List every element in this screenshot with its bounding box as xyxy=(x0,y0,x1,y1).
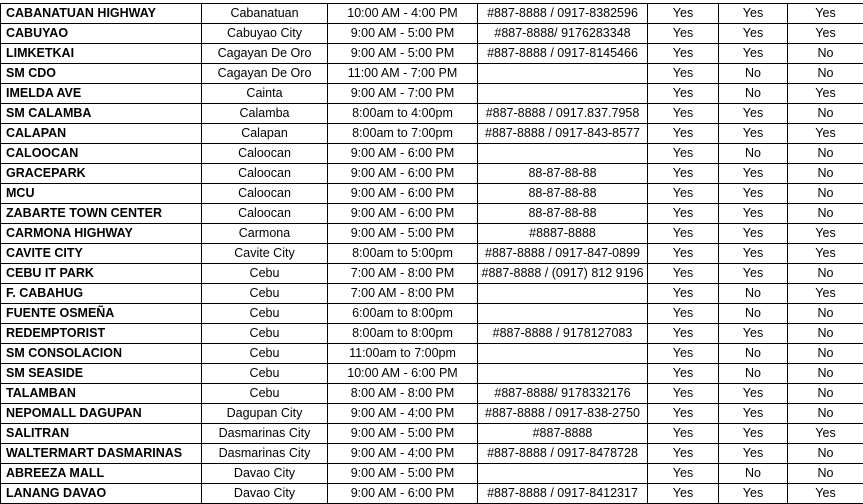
flag-cell-3[interactable]: Yes xyxy=(788,244,863,264)
branch-name-cell[interactable]: CABUYAO xyxy=(1,24,202,44)
contact-cell[interactable]: #887-8888 / 0917-838-2750 xyxy=(478,404,648,424)
city-cell[interactable]: Cebu xyxy=(202,264,328,284)
flag-cell-1[interactable]: Yes xyxy=(648,464,719,484)
flag-cell-1[interactable]: Yes xyxy=(648,424,719,444)
flag-cell-3[interactable]: No xyxy=(788,324,863,344)
hours-cell[interactable]: 8:00am to 7:00pm xyxy=(328,124,478,144)
table-row xyxy=(1,484,863,504)
flag-cell-2[interactable]: Yes xyxy=(719,4,788,24)
city-cell[interactable]: Caloocan xyxy=(202,164,328,184)
flag-cell-1[interactable]: Yes xyxy=(648,84,719,104)
hours-cell[interactable]: 6:00am to 8:00pm xyxy=(328,304,478,324)
branch-name-cell[interactable]: CEBU IT PARK xyxy=(1,264,202,284)
branch-name-cell[interactable]: CABANATUAN HIGHWAY xyxy=(1,4,202,24)
hours-cell[interactable]: 9:00 AM - 5:00 PM xyxy=(328,424,478,444)
flag-cell-3[interactable]: Yes xyxy=(788,284,863,304)
flag-cell-2[interactable]: Yes xyxy=(719,24,788,44)
city-cell[interactable]: Caloocan xyxy=(202,144,328,164)
flag-cell-1[interactable]: Yes xyxy=(648,224,719,244)
table-row xyxy=(1,264,863,284)
flag-cell-1[interactable]: Yes xyxy=(648,104,719,124)
contact-cell[interactable] xyxy=(478,344,648,364)
hours-cell[interactable]: 9:00 AM - 5:00 PM xyxy=(328,464,478,484)
hours-cell[interactable]: 7:00 AM - 8:00 PM xyxy=(328,284,478,304)
flag-cell-1[interactable]: Yes xyxy=(648,304,719,324)
branch-name-cell[interactable]: LIMKETKAI xyxy=(1,44,202,64)
city-cell[interactable]: Dasmarinas City xyxy=(202,444,328,464)
contact-cell[interactable]: #887-8888 / 0917-847-0899 xyxy=(478,244,648,264)
branch-name-cell[interactable]: GRACEPARK xyxy=(1,164,202,184)
contact-cell[interactable]: #887-8888 / 0917-8145466 xyxy=(478,44,648,64)
table-body xyxy=(1,4,863,504)
contact-cell[interactable] xyxy=(478,464,648,484)
branch-name-cell[interactable]: ZABARTE TOWN CENTER xyxy=(1,204,202,224)
city-cell[interactable]: Cainta xyxy=(202,84,328,104)
branch-name-cell[interactable]: SM CALAMBA xyxy=(1,104,202,124)
hours-cell[interactable]: 9:00 AM - 4:00 PM xyxy=(328,404,478,424)
table-row xyxy=(1,424,863,444)
flag-cell-3[interactable]: No xyxy=(788,204,863,224)
contact-cell[interactable]: 88-87-88-88 xyxy=(478,204,648,224)
branch-name-cell[interactable]: CAVITE CITY xyxy=(1,244,202,264)
hours-cell[interactable]: 9:00 AM - 4:00 PM xyxy=(328,444,478,464)
branch-name-cell[interactable]: CALOOCAN xyxy=(1,144,202,164)
city-cell[interactable]: Davao City xyxy=(202,484,328,504)
city-cell[interactable]: Davao City xyxy=(202,464,328,484)
contact-cell[interactable]: #8887-8888 xyxy=(478,224,648,244)
table-row xyxy=(1,324,863,344)
city-cell[interactable]: Cebu xyxy=(202,364,328,384)
table-row xyxy=(1,164,863,184)
flag-cell-1[interactable]: Yes xyxy=(648,164,719,184)
table-row xyxy=(1,244,863,264)
flag-cell-3[interactable]: Yes xyxy=(788,224,863,244)
branch-name-cell[interactable]: F. CABAHUG xyxy=(1,284,202,304)
flag-cell-2[interactable]: Yes xyxy=(719,44,788,64)
hours-cell[interactable]: 9:00 AM - 6:00 PM xyxy=(328,164,478,184)
hours-cell[interactable]: 9:00 AM - 5:00 PM xyxy=(328,44,478,64)
flag-cell-2[interactable]: No xyxy=(719,144,788,164)
table-row xyxy=(1,144,863,164)
city-cell[interactable]: Caloocan xyxy=(202,204,328,224)
hours-cell[interactable]: 7:00 AM - 8:00 PM xyxy=(328,264,478,284)
contact-cell[interactable]: #887-8888/ 9176283348 xyxy=(478,24,648,44)
flag-cell-3[interactable]: No xyxy=(788,404,863,424)
flag-cell-2[interactable]: Yes xyxy=(719,264,788,284)
contact-cell[interactable] xyxy=(478,144,648,164)
flag-cell-2[interactable]: No xyxy=(719,284,788,304)
branch-name-cell[interactable]: REDEMPTORIST xyxy=(1,324,202,344)
hours-cell[interactable]: 8:00 AM - 8:00 PM xyxy=(328,384,478,404)
city-cell[interactable]: Caloocan xyxy=(202,184,328,204)
hours-cell[interactable]: 10:00 AM - 4:00 PM xyxy=(328,4,478,24)
flag-cell-3[interactable]: Yes xyxy=(788,484,863,504)
hours-cell[interactable]: 9:00 AM - 6:00 PM xyxy=(328,204,478,224)
contact-cell[interactable] xyxy=(478,84,648,104)
table-row xyxy=(1,284,863,304)
flag-cell-3[interactable]: Yes xyxy=(788,124,863,144)
city-cell[interactable]: Cagayan De Oro xyxy=(202,44,328,64)
contact-cell[interactable]: #887-8888 / 0917-8382596 xyxy=(478,4,648,24)
flag-cell-1[interactable]: Yes xyxy=(648,444,719,464)
contact-cell[interactable]: #887-8888 / (0917) 812 9196 xyxy=(478,264,648,284)
flag-cell-2[interactable]: Yes xyxy=(719,444,788,464)
flag-cell-3[interactable]: No xyxy=(788,64,863,84)
contact-cell[interactable]: #887-8888 / 0917-8412317 xyxy=(478,484,648,504)
contact-cell[interactable]: #887-8888/ 9178332176 xyxy=(478,384,648,404)
table-row xyxy=(1,304,863,324)
flag-cell-2[interactable]: Yes xyxy=(719,184,788,204)
table-row xyxy=(1,64,863,84)
flag-cell-1[interactable]: Yes xyxy=(648,404,719,424)
flag-cell-1[interactable]: Yes xyxy=(648,324,719,344)
table-row xyxy=(1,464,863,484)
flag-cell-2[interactable]: Yes xyxy=(719,124,788,144)
branch-name-cell[interactable]: NEPOMALL DAGUPAN xyxy=(1,404,202,424)
branch-name-cell[interactable]: SM CDO xyxy=(1,64,202,84)
hours-cell[interactable]: 11:00am to 7:00pm xyxy=(328,344,478,364)
city-cell[interactable]: Cebu xyxy=(202,344,328,364)
branch-name-cell[interactable]: CALAPAN xyxy=(1,124,202,144)
city-cell[interactable]: Dagupan City xyxy=(202,404,328,424)
branch-name-cell[interactable]: MCU xyxy=(1,184,202,204)
hours-cell[interactable]: 8:00am to 5:00pm xyxy=(328,244,478,264)
hours-cell[interactable]: 9:00 AM - 6:00 PM xyxy=(328,484,478,504)
branch-name-cell[interactable]: SALITRAN xyxy=(1,424,202,444)
hours-cell[interactable]: 8:00am to 8:00pm xyxy=(328,324,478,344)
flag-cell-3[interactable]: No xyxy=(788,184,863,204)
branch-name-cell[interactable]: SM SEASIDE xyxy=(1,364,202,384)
contact-cell[interactable] xyxy=(478,64,648,84)
flag-cell-3[interactable]: No xyxy=(788,164,863,184)
flag-cell-1[interactable]: Yes xyxy=(648,204,719,224)
flag-cell-3[interactable]: No xyxy=(788,104,863,124)
flag-cell-3[interactable]: Yes xyxy=(788,4,863,24)
flag-cell-1[interactable]: Yes xyxy=(648,44,719,64)
flag-cell-3[interactable]: No xyxy=(788,264,863,284)
flag-cell-1[interactable]: Yes xyxy=(648,264,719,284)
city-cell[interactable]: Cebu xyxy=(202,284,328,304)
city-cell[interactable]: Dasmarinas City xyxy=(202,424,328,444)
city-cell[interactable]: Calapan xyxy=(202,124,328,144)
flag-cell-2[interactable]: Yes xyxy=(719,164,788,184)
table-row xyxy=(1,184,863,204)
branch-name-cell[interactable]: TALAMBAN xyxy=(1,384,202,404)
table-row xyxy=(1,404,863,424)
flag-cell-2[interactable]: Yes xyxy=(719,244,788,264)
flag-cell-1[interactable]: Yes xyxy=(648,24,719,44)
flag-cell-2[interactable]: Yes xyxy=(719,484,788,504)
branch-table xyxy=(0,3,863,504)
branch-name-cell[interactable]: SM CONSOLACION xyxy=(1,344,202,364)
flag-cell-2[interactable]: No xyxy=(719,64,788,84)
city-cell[interactable]: Cebu xyxy=(202,384,328,404)
contact-cell[interactable]: #887-8888 xyxy=(478,424,648,444)
flag-cell-3[interactable]: Yes xyxy=(788,84,863,104)
city-cell[interactable]: Cavite City xyxy=(202,244,328,264)
hours-cell[interactable]: 9:00 AM - 6:00 PM xyxy=(328,144,478,164)
hours-cell[interactable]: 9:00 AM - 7:00 PM xyxy=(328,84,478,104)
flag-cell-3[interactable]: Yes xyxy=(788,24,863,44)
flag-cell-1[interactable]: Yes xyxy=(648,64,719,84)
city-cell[interactable]: Carmona xyxy=(202,224,328,244)
contact-cell[interactable] xyxy=(478,284,648,304)
flag-cell-3[interactable]: No xyxy=(788,384,863,404)
table-row xyxy=(1,344,863,364)
table-row xyxy=(1,444,863,464)
hours-cell[interactable]: 10:00 AM - 6:00 PM xyxy=(328,364,478,384)
flag-cell-2[interactable]: Yes xyxy=(719,384,788,404)
branch-name-cell[interactable]: FUENTE OSMEÑA xyxy=(1,304,202,324)
flag-cell-2[interactable]: Yes xyxy=(719,224,788,244)
city-cell[interactable]: Cabuyao City xyxy=(202,24,328,44)
table-row xyxy=(1,24,863,44)
table-row xyxy=(1,4,863,24)
table-row xyxy=(1,384,863,404)
flag-cell-1[interactable]: Yes xyxy=(648,124,719,144)
city-cell[interactable]: Cabanatuan xyxy=(202,4,328,24)
flag-cell-2[interactable]: No xyxy=(719,84,788,104)
contact-cell[interactable] xyxy=(478,304,648,324)
flag-cell-3[interactable]: Yes xyxy=(788,424,863,444)
branch-name-cell[interactable]: IMELDA AVE xyxy=(1,84,202,104)
contact-cell[interactable]: #887-8888 / 0917-8478728 xyxy=(478,444,648,464)
table-row xyxy=(1,364,863,384)
flag-cell-1[interactable]: Yes xyxy=(648,384,719,404)
flag-cell-2[interactable]: No xyxy=(719,364,788,384)
flag-cell-3[interactable]: No xyxy=(788,464,863,484)
flag-cell-2[interactable]: Yes xyxy=(719,424,788,444)
flag-cell-2[interactable]: No xyxy=(719,464,788,484)
hours-cell[interactable]: 9:00 AM - 5:00 PM xyxy=(328,224,478,244)
flag-cell-1[interactable]: Yes xyxy=(648,284,719,304)
flag-cell-1[interactable]: Yes xyxy=(648,484,719,504)
flag-cell-2[interactable]: No xyxy=(719,304,788,324)
city-cell[interactable]: Cebu xyxy=(202,324,328,344)
flag-cell-3[interactable]: No xyxy=(788,44,863,64)
table-row xyxy=(1,124,863,144)
table-row xyxy=(1,84,863,104)
flag-cell-3[interactable]: No xyxy=(788,144,863,164)
flag-cell-2[interactable]: No xyxy=(719,344,788,364)
flag-cell-1[interactable]: Yes xyxy=(648,364,719,384)
flag-cell-2[interactable]: Yes xyxy=(719,324,788,344)
contact-cell[interactable]: 88-87-88-88 xyxy=(478,184,648,204)
city-cell[interactable]: Cagayan De Oro xyxy=(202,64,328,84)
flag-cell-3[interactable]: No xyxy=(788,444,863,464)
contact-cell[interactable] xyxy=(478,364,648,384)
flag-cell-1[interactable]: Yes xyxy=(648,344,719,364)
hours-cell[interactable]: 11:00 AM - 7:00 PM xyxy=(328,64,478,84)
flag-cell-2[interactable]: Yes xyxy=(719,404,788,424)
contact-cell[interactable]: #887-8888 / 0917-843-8577 xyxy=(478,124,648,144)
flag-cell-2[interactable]: Yes xyxy=(719,204,788,224)
flag-cell-1[interactable]: Yes xyxy=(648,184,719,204)
city-cell[interactable]: Calamba xyxy=(202,104,328,124)
flag-cell-1[interactable]: Yes xyxy=(648,4,719,24)
branch-name-cell[interactable]: ABREEZA MALL xyxy=(1,464,202,484)
city-cell[interactable]: Cebu xyxy=(202,304,328,324)
branch-name-cell[interactable]: WALTERMART DASMARINAS xyxy=(1,444,202,464)
hours-cell[interactable]: 9:00 AM - 6:00 PM xyxy=(328,184,478,204)
hours-cell[interactable]: 8:00am to 4:00pm xyxy=(328,104,478,124)
contact-cell[interactable]: #887-8888 / 9178127083 xyxy=(478,324,648,344)
contact-cell[interactable]: #887-8888 / 0917.837.7958 xyxy=(478,104,648,124)
branch-name-cell[interactable]: CARMONA HIGHWAY xyxy=(1,224,202,244)
hours-cell[interactable]: 9:00 AM - 5:00 PM xyxy=(328,24,478,44)
flag-cell-3[interactable]: No xyxy=(788,364,863,384)
flag-cell-3[interactable]: No xyxy=(788,304,863,324)
table-row xyxy=(1,224,863,244)
contact-cell[interactable]: 88-87-88-88 xyxy=(478,164,648,184)
flag-cell-3[interactable]: No xyxy=(788,344,863,364)
table-row xyxy=(1,104,863,124)
flag-cell-1[interactable]: Yes xyxy=(648,244,719,264)
flag-cell-1[interactable]: Yes xyxy=(648,144,719,164)
branch-name-cell[interactable]: LANANG DAVAO xyxy=(1,484,202,504)
flag-cell-2[interactable]: Yes xyxy=(719,104,788,124)
table-row xyxy=(1,204,863,224)
table-row xyxy=(1,44,863,64)
